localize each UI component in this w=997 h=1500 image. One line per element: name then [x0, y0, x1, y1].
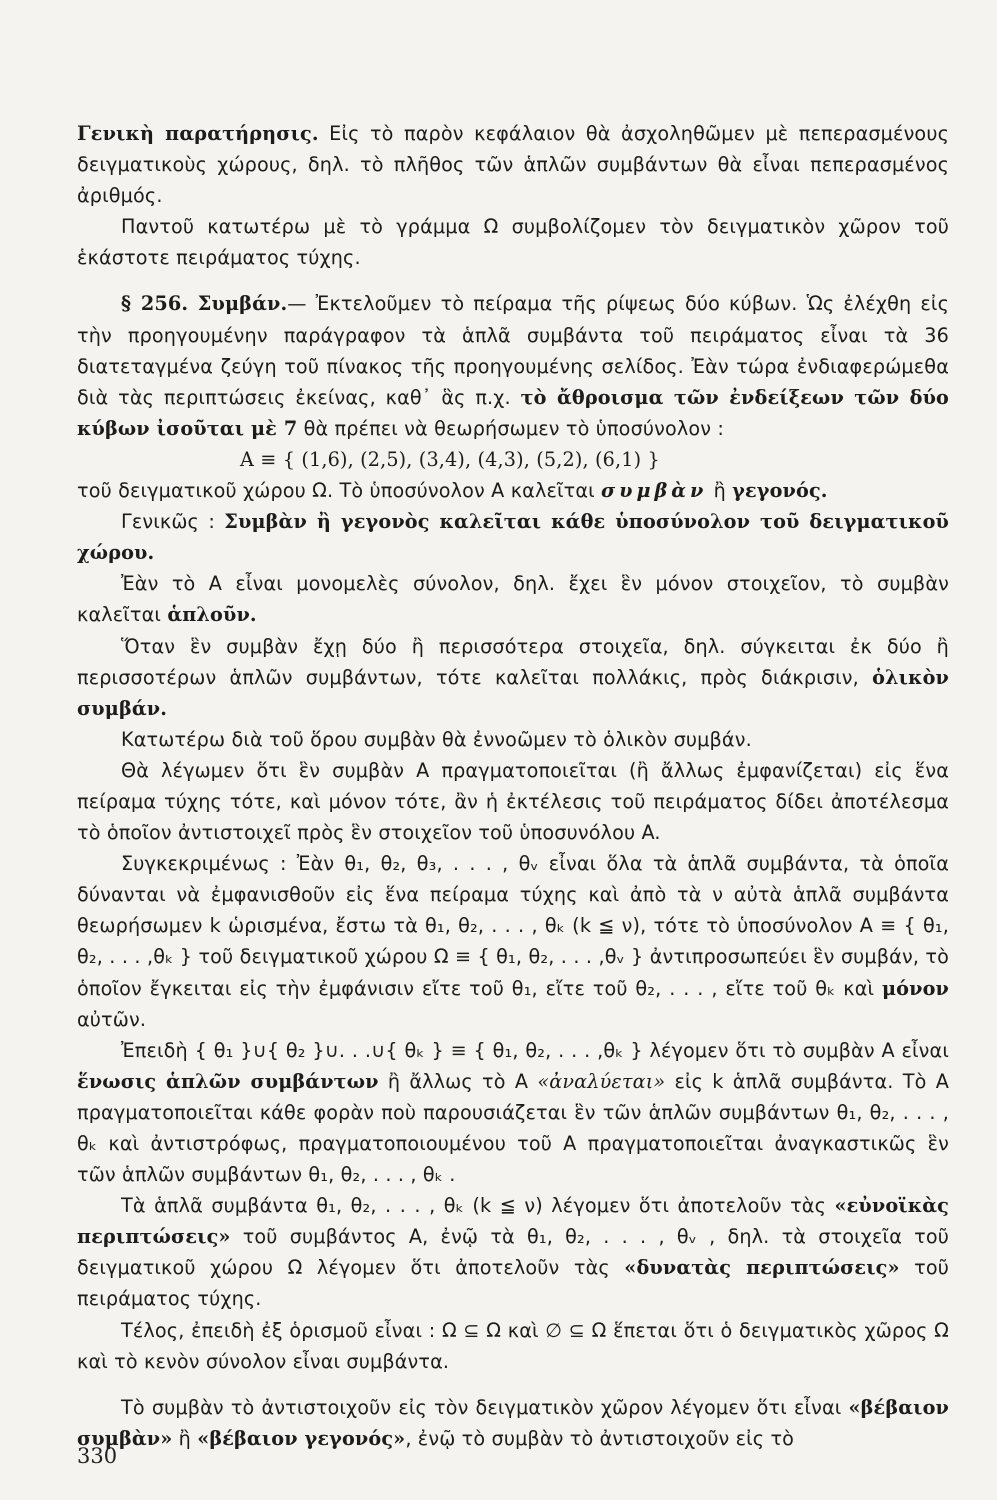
- paragraph-omega-notation: [77, 211, 949, 273]
- text-run: , ἐνῷ τὸ συμβὰν τὸ ἀντιστοιχοῦν εἰς τὸ: [405, 1426, 795, 1450]
- text-run: Ἐὰν τὸ A εἶναι μονομελὲς σύνολον, δηλ. ἔχει ἓν μόνον στοιχεῖον, τὸ συμβὰν καλεῖται: [77, 572, 949, 627]
- italic-run: «ἀναλύεται»: [537, 1069, 666, 1093]
- paragraph-favorable-cases: [77, 1190, 949, 1314]
- bold-run: «βέβαιον συμβὰν»: [77, 1395, 949, 1450]
- page-number: 330: [77, 1444, 118, 1468]
- bold-run: Συμβὰν ἢ γεγονὸς καλεῖται κάθε ὑποσύνολον τοῦ δειγματικοῦ χώρου.: [77, 510, 949, 565]
- paragraph-specifically: [77, 848, 949, 1035]
- bold-run: «δυνατὰς περιπτώσεις»: [624, 1256, 900, 1280]
- paragraph-realization: [77, 755, 949, 848]
- text-run: τοῦ συμβάντος A, ἐνῷ τὰ θ₁, θ₂, . . . , θᵥ , δηλ. τὰ στοιχεῖα τοῦ δειγματικοῦ χώρου Ω λέγομεν ὅτι ἀποτελοῦν τὰς: [77, 1225, 949, 1280]
- text-run: — Ἐκτελοῦμεν τὸ πείραμα τῆς ρίψεως δύο κύβων. Ὡς ἐλέχθη εἰς τὴν προηγουμένην παράγραφον τὰ ἁπλᾶ συμβάντα τοῦ πειράματος εἶναι τὰ 36 διατεταγμένα ζεύγη τοῦ πίνακος τῆς προηγουμένης σελίδος. Ἐὰν τώρα ἐνδιαφερώμεθα διὰ τὰς περιπτώσεις ἐκείνας, καθ᾿ ἃς π.χ.: [77, 292, 949, 409]
- bold-run: ἕνωσις ἁπλῶν συμβάντων: [77, 1069, 379, 1093]
- bold-run: τὸ ἄθροισμα τῶν ἐνδείξεων τῶν δύο κύβων ἰσοῦται μὲ 7: [77, 385, 949, 440]
- text-run: αὐτῶν.: [77, 1007, 147, 1031]
- text-run: Παντοῦ κατωτέρω μὲ τὸ γράμμα Ω συμβολίζομεν τὸν δειγματικὸν χῶρον τοῦ ἑκάστοτε πειράματος τύχης.: [77, 215, 949, 270]
- text-run: ἢ: [172, 1426, 198, 1450]
- section-heading-256: § 256. Συμβάν.: [121, 292, 288, 316]
- spaced-term-event: συμβὰν: [601, 479, 708, 503]
- bold-run: ἁπλοῦν.: [167, 603, 257, 627]
- paragraph-event-definition: [77, 475, 949, 506]
- text-run: Θὰ λέγωμεν ὅτι ἓν συμβὰν A πραγματοποιεῖται (ἢ ἄλλως ἐμφανίζεται) εἰς ἕνα πείραμα τύχης τότε, καὶ μόνον τότε, ἂν ἡ ἐκτέλεσις τοῦ πειράματος δίδει ἀποτέλεσμα τὸ ὁποῖον ἀντιστοιχεῖ πρὸς ἓν στοιχεῖον τοῦ ὑποσυνόλου A.: [77, 758, 949, 845]
- bold-run: μόνον: [881, 976, 949, 1000]
- paragraph-simple-event: [77, 568, 949, 630]
- text-run: Τὰ ἁπλᾶ συμβάντα θ₁, θ₂, . . . , θₖ (k ≦ ν) λέγομεν ὅτι ἀποτελοῦν τὰς: [121, 1194, 835, 1218]
- text-run: τοῦ δειγματικοῦ χώρου Ω. Τὸ ὑποσύνολον A καλεῖται: [77, 479, 602, 503]
- text-run: Ἐπειδὴ { θ₁ }∪{ θ₂ }∪. . .∪{ θₖ } ≡ { θ₁, θ₂, . . . ,θₖ } λέγομεν ὅτι τὸ συμβὰν A εἶναι: [121, 1038, 949, 1062]
- bold-run: «βέβαιον γεγονός»: [197, 1426, 406, 1450]
- text-run: Κατωτέρω διὰ τοῦ ὅρου συμβὰν θὰ ἐννοῶμεν τὸ ὁλικὸν συμβάν.: [121, 727, 752, 751]
- heading-general-remark: Γενικὴ παρατήρησις.: [77, 122, 319, 145]
- text-run: Εἰς τὸ παρὸν κεφάλαιον θὰ ἀσχοληθῶμεν μὲ πεπερασμένους δειγματικοὺς χώρους, δηλ. τὸ πλῆθος τῶν ἁπλῶν συμβάντων θὰ εἶναι πεπερασμένος ἀριθμός.: [77, 122, 949, 208]
- paragraph-finally: [77, 1315, 949, 1377]
- bold-run: γεγονός.: [732, 479, 828, 503]
- bold-run: ὁλικὸν συμβάν.: [77, 665, 949, 720]
- text-run: τοῦ πειράματος τύχης.: [77, 1256, 950, 1311]
- page-body: [77, 118, 949, 1454]
- text-run: Συγκεκριμένως : Ἐὰν θ₁, θ₂, θ₃, . . . , θᵥ εἶναι ὅλα τὰ ἁπλᾶ συμβάντα, τὰ ὁποῖα δύνανται νὰ ἐμφανισθοῦν εἰς ἕνα πείραμα τύχης καὶ ἀπὸ τὰ ν αὐτὰ ἁπλᾶ συμβάντα θεωρήσωμεν k ὡρισμένα, ἔστω τὰ θ₁, θ₂, . . . , θₖ (k ≦ ν), τότε τὸ ὑποσύνολον A ≡ { θ₁, θ₂, . . . ,θₖ } τοῦ δειγματικοῦ χώρου Ω ≡ { θ₁, θ₂, . . . ,θᵥ } ἀντιπροσωπεύει ἓν συμβάν, τὸ ὁποῖον ἔγκειται εἰς τὴν ἐμφάνισιν εἴτε τοῦ θ₁, εἴτε τοῦ θ₂, . . . , εἴτε τοῦ θₖ καὶ: [77, 852, 949, 1000]
- text-run: Γενικῶς :: [121, 510, 225, 534]
- text-run: εἰς k ἁπλᾶ συμβάντα. Τὸ A πραγματοποιεῖται κάθε φορὰν ποὺ παρουσιάζεται ἓν τῶν ἁπλῶν συμβάντων θ₁, θ₂, . . . , θₖ καὶ ἀντιστρόφως, πραγματοποιουμένου τοῦ A πραγματοποιεῖται ἀναγκαστικῶς ἓν τῶν ἁπλῶν συμβάντων θ₁, θ₂, . . . , θₖ .: [77, 1069, 949, 1187]
- text-run: θὰ πρέπει νὰ θεωρήσωμεν τὸ ὑποσύνολον :: [297, 416, 725, 440]
- paragraph-union: [77, 1035, 949, 1190]
- paragraph-section-256: [77, 288, 949, 443]
- paragraph-general-remark: [77, 118, 949, 211]
- text-run: Τὸ συμβὰν τὸ ἀντιστοιχοῦν εἰς τὸν δειγματικὸν χῶρον λέγομεν ὅτι εἶναι: [121, 1395, 849, 1419]
- text-run: ἢ: [707, 479, 733, 503]
- text-run: Τέλος, ἐπειδὴ ἐξ ὁρισμοῦ εἶναι : Ω ⊆ Ω καὶ ∅ ⊆ Ω ἕπεται ὅτι ὁ δειγματικὸς χῶρος Ω καὶ τὸ κενὸν σύνολον εἶναι συμβάντα.: [77, 1318, 949, 1373]
- formula-set-a: [77, 444, 949, 475]
- paragraph-compound-event: [77, 631, 949, 724]
- text-run: Ὅταν ἓν συμβὰν ἔχῃ δύο ἢ περισσότερα στοιχεῖα, δηλ. σύγκειται ἐκ δύο ἢ περισσοτέρων ἁπλῶν συμβάντων, τότε καλεῖται πολλάκις, πρὸς διάκρισιν,: [77, 634, 949, 689]
- formula-text: A ≡ { (1,6), (2,5), (3,4), (4,3), (5,2), (6,1) }: [240, 447, 660, 471]
- bold-run: «εὐνοϊκὰς περιπτώσεις»: [77, 1194, 949, 1249]
- paragraph-certain-event: [77, 1392, 949, 1454]
- paragraph-term-note: [77, 724, 949, 755]
- text-run: ἢ ἄλλως τὸ A: [378, 1069, 538, 1093]
- paragraph-general-definition: [77, 506, 949, 568]
